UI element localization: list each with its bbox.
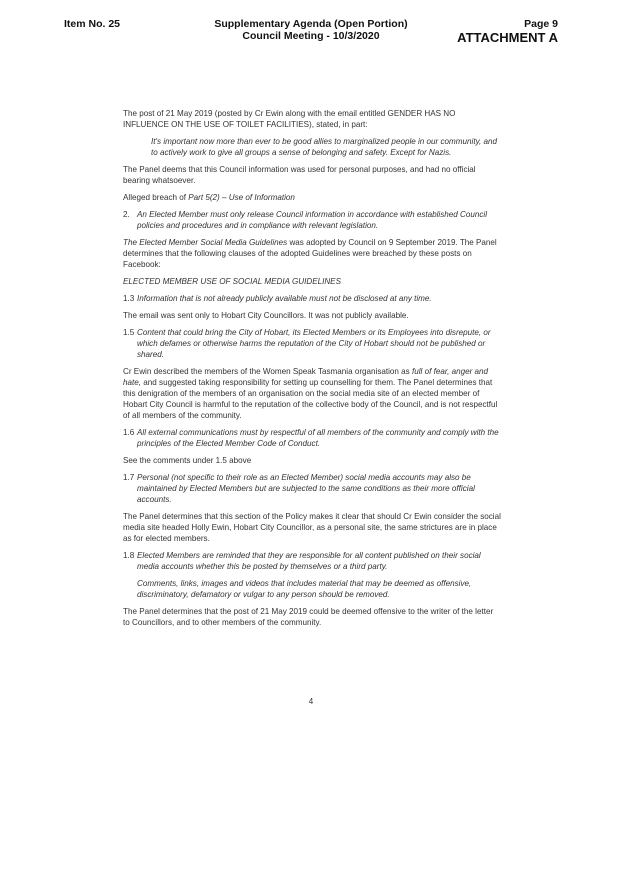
clause-1-6 bbox=[123, 427, 501, 449]
clause-2-number: 2. bbox=[123, 210, 130, 219]
p5-quote: full of fear, anger and hate, bbox=[123, 367, 489, 387]
clause-1-6-number: 1.6 bbox=[123, 428, 135, 437]
quote-post: It's important now more than ever to be good allies to marginalized people in our community, and to actively work to give all groups a sense of belonging and safety. Except for Nazis. bbox=[151, 137, 498, 157]
clause-1-7-number: 1.7 bbox=[123, 473, 135, 482]
clause-1-8 bbox=[123, 550, 501, 572]
paragraph-email: The email was sent only to Hobart City Councillors. It was not publicly available. bbox=[123, 311, 409, 320]
paragraph-conclusion: The Panel determines that the post of 21 May 2019 could be deemed offensive to the writer of the letter to Councillors, and to other members of the community. bbox=[123, 607, 494, 627]
clause-1-3-text: Information that is not already publicly available must not be disclosed at any time. bbox=[137, 294, 432, 303]
clause-1-8-text: Elected Members are reminded that they are responsible for all content published on their social media accounts whether this be posted by themselves or a third party. bbox=[137, 551, 481, 571]
attachment-label: ATTACHMENT A bbox=[457, 30, 558, 45]
clause-1-7-text: Personal (not specific to their role as an Elected Member) social media accounts may also be maintained by Elected Members but are subjected to the same conditions as their more official accounts. bbox=[137, 473, 475, 504]
clause-1-5-text: Content that could bring the City of Hobart, its Elected Members or its Employees into disrepute, or which defames or otherwise harms the reputation of the City of Hobart should not be published or shared. bbox=[137, 328, 491, 359]
clause-1-3-number: 1.3 bbox=[123, 294, 135, 303]
clause-1-5 bbox=[123, 327, 501, 360]
guidelines-title: The Elected Member Social Media Guidelines bbox=[123, 238, 288, 247]
section-heading: ELECTED MEMBER USE OF SOCIAL MEDIA GUIDELINES bbox=[123, 277, 341, 286]
clause-2-text: An Elected Member must only release Council information in accordance with established Council policies and procedures and in compliance with relevant legislation. bbox=[137, 210, 488, 230]
paragraph-women-speak bbox=[123, 366, 501, 421]
paragraph-see-comments: See the comments under 1.5 above bbox=[123, 456, 252, 465]
agenda-title: Supplementary Agenda (Open Portion) bbox=[214, 18, 408, 30]
clause-1-6-text: All external communications must by respectful of all members of the community and comply with the principles of the Elected Member Code of Conduct. bbox=[137, 428, 499, 448]
alleged-part: Part 5(2) – Use of Information bbox=[188, 193, 295, 202]
meeting-date: Council Meeting - 10/3/2020 bbox=[242, 30, 380, 42]
guidelines-rest: was adopted by Council on 9 September 2019. The Panel determines that the following clauses of the adopted Guidelines were breached by these posts on Facebook: bbox=[123, 238, 497, 269]
paragraph-panel-deems: The Panel deems that this Council information was used for personal purposes, and had no official bearing whatsoever. bbox=[123, 165, 476, 185]
page-number: 4 bbox=[308, 697, 314, 706]
paragraph-policy: The Panel determines that this section of the Policy makes it clear that should Cr Ewin consider the social media site headed Holly Ewin, Hobart City Councillor, as a personal site, the same strictures are in place as for elected members. bbox=[123, 512, 501, 543]
alleged-breach bbox=[123, 192, 501, 203]
document-body bbox=[123, 108, 501, 634]
paragraph-guidelines bbox=[123, 237, 501, 270]
item-number: Item No. 25 bbox=[64, 18, 121, 30]
clause-1-8-number: 1.8 bbox=[123, 551, 135, 560]
clause-1-8-continued: Comments, links, images and videos that includes material that may be deemed as offensive, discriminatory, defamatory or vulgar to any person should be removed. bbox=[137, 579, 472, 599]
p5-c: and suggested taking responsibility for setting up counselling for them. The Panel determines that this denigration of the members of an organisation on the social media site of an elected member of Hobart City Council is harmful to the reputation of the collective body of the Council, and is not respectful of all members of the community. bbox=[123, 378, 498, 420]
page-header bbox=[457, 18, 558, 45]
clause-2 bbox=[123, 209, 501, 231]
clause-1-5-number: 1.5 bbox=[123, 328, 135, 337]
clause-1-3 bbox=[123, 293, 501, 304]
paragraph-post: The post of 21 May 2019 (posted by Cr Ewin along with the email entitled GENDER HAS NO INFLUENCE ON THE USE OF TOILET FACILITIES), stated, in part: bbox=[123, 109, 456, 129]
page-label: Page 9 bbox=[524, 18, 558, 30]
p5-a: Cr Ewin described the members of the Women Speak Tasmania organisation as bbox=[123, 367, 412, 376]
alleged-prefix: Alleged breach of bbox=[123, 193, 189, 202]
clause-1-7 bbox=[123, 472, 501, 505]
